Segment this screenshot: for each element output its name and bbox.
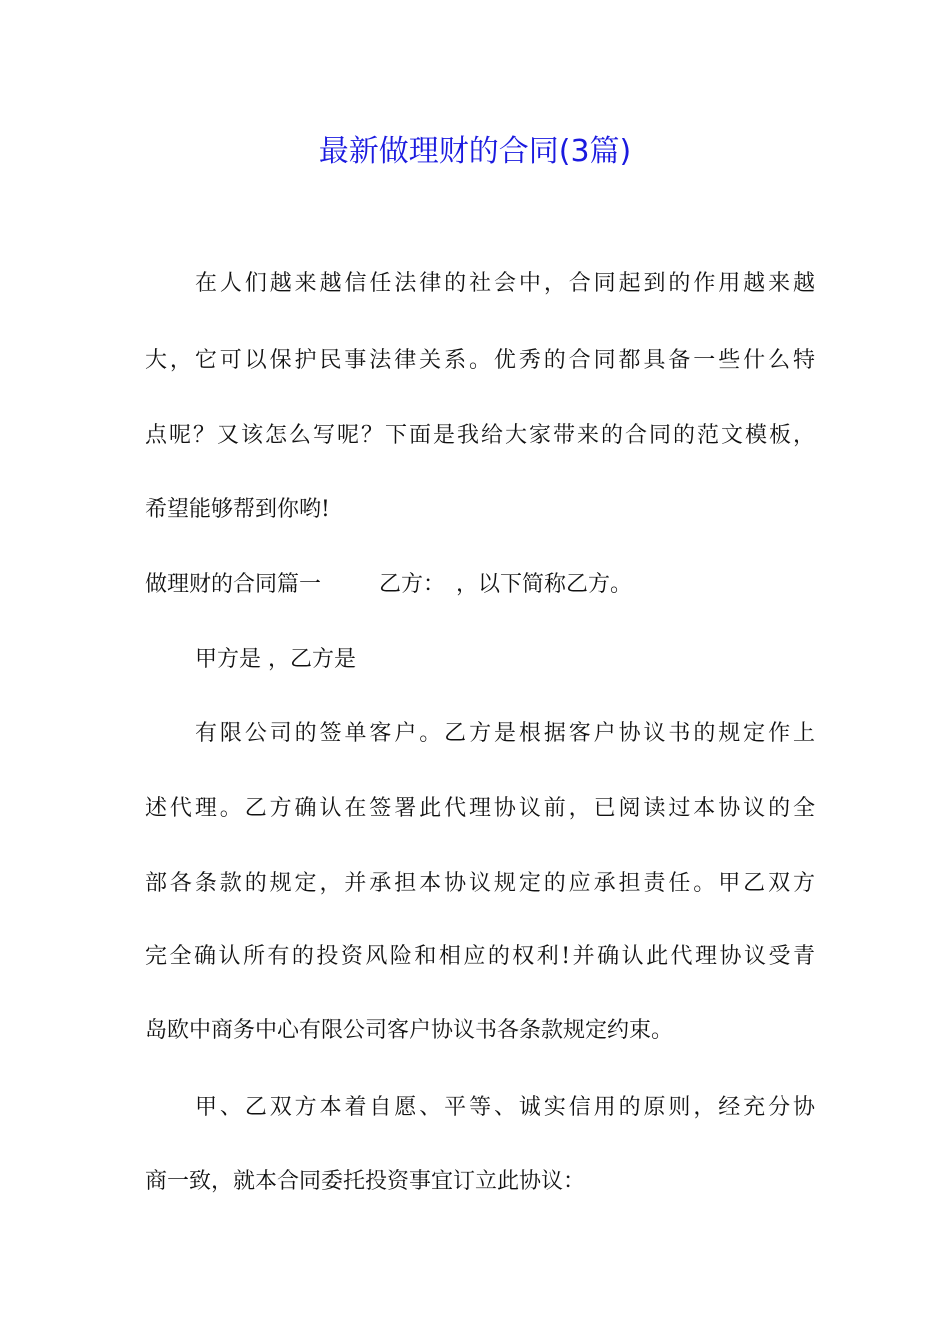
intro-line-4: 希望能够帮到你哟! [145,497,330,522]
document-title: 最新做理财的合同(3篇) [318,134,632,169]
intro-line-2: 大，它可以保护民事法律关系。优秀的合同都具备一些什么特 [145,348,815,373]
section-heading-tail: 乙方： ，以下简称乙方。 [379,572,633,597]
para2-line-2: 商一致，就本合同委托投资事宜订立此协议： [145,1169,586,1194]
party-line: 甲方是 ，乙方是 [195,647,356,672]
para1-line-4: 完全确认所有的投资风险和相应的权利!并确认此代理协议受青 [145,944,815,969]
para1-line-1: 有限公司的签单客户。乙方是根据客户协议书的规定作上 [195,721,815,746]
intro-line-3: 点呢？又该怎么写呢？下面是我给大家带来的合同的范文模板， [145,423,815,448]
section-heading-line [145,565,815,605]
para1-line-2: 述代理。乙方确认在签署此代理协议前，已阅读过本协议的全 [145,796,815,821]
para1-line-5: 岛欧中商务中心有限公司客户协议书各条款规定约束。 [145,1018,674,1043]
section-heading: 做理财的合同篇一 [145,572,322,597]
intro-line-1: 在人们越来越信任法律的社会中，合同起到的作用越来越 [195,271,815,296]
para1-line-3: 部各条款的规定，并承担本协议规定的应承担责任。甲乙双方 [145,871,815,896]
para2-line-1: 甲、乙双方本着自愿、平等、诚实信用的原则，经充分协 [195,1095,815,1120]
